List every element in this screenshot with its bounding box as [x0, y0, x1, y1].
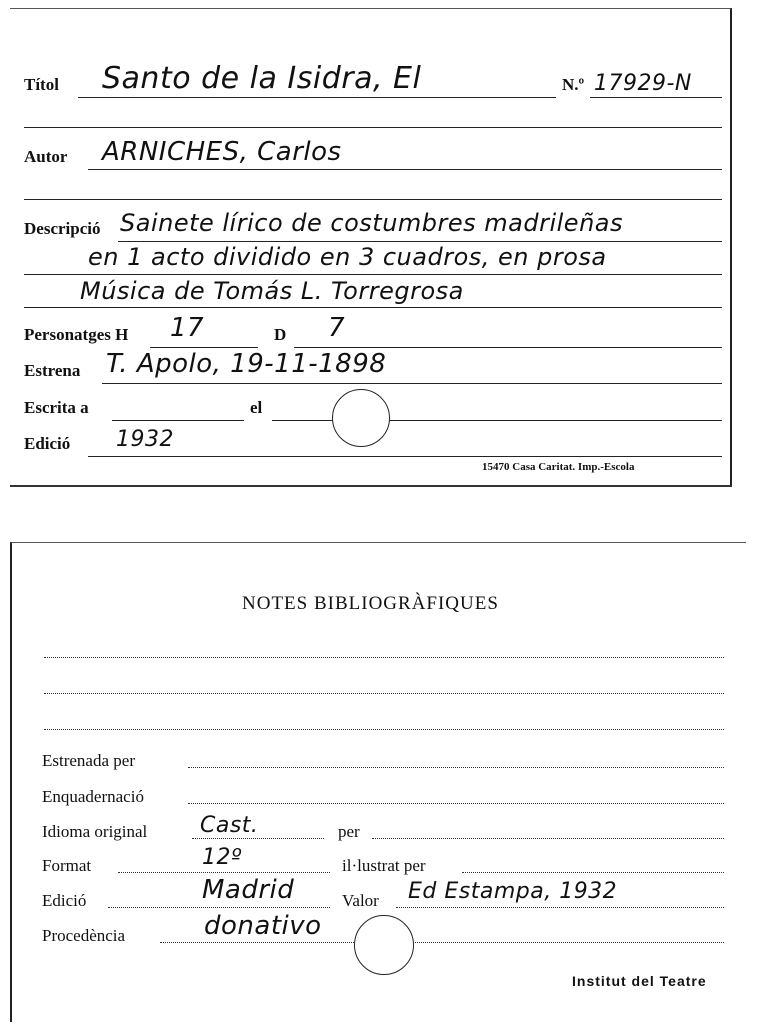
- notes-line-2: [44, 693, 724, 694]
- descripcio-line-1: [118, 241, 722, 242]
- procedencia-label: Procedència: [42, 926, 126, 945]
- notes-heading: NOTES BIBLIOGRÀFIQUES: [242, 593, 499, 614]
- edicio-back-value: Madrid: [202, 875, 295, 905]
- titol-value: Santo de la Isidra, El: [102, 61, 422, 96]
- personatges-h-value: 17: [170, 313, 205, 343]
- descripcio-line-3: [24, 307, 722, 308]
- idioma-label: Idioma original: [42, 822, 148, 841]
- titol-line: [78, 97, 556, 98]
- stamp-circle: [332, 389, 390, 447]
- printer-imprint: 15470 Casa Caritat. Imp.-Escola: [482, 461, 635, 473]
- escrita-line: [112, 420, 244, 421]
- personatges-h-line: [150, 347, 258, 348]
- valor-value: Ed Estampa, 1932: [408, 879, 618, 904]
- edicio-value: 1932: [116, 427, 174, 452]
- valor-label: Valor: [342, 891, 379, 910]
- procedencia-line: [160, 942, 724, 943]
- per-label: per: [338, 822, 360, 841]
- institut-footer: Institut del Teatre: [572, 973, 707, 989]
- num-value: 17929-N: [594, 71, 692, 96]
- edicio-label: Edició: [24, 434, 71, 453]
- valor-line: [396, 907, 724, 908]
- descripcio-label: Descripció: [24, 219, 101, 238]
- edicio-line: [88, 456, 722, 457]
- autor-line: [88, 169, 722, 170]
- estrena-line: [102, 383, 722, 384]
- procedencia-value: donativo: [204, 911, 322, 941]
- format-value: 12º: [202, 845, 242, 870]
- descripcio-line-2: [24, 274, 722, 275]
- edicio-back-line: [108, 907, 330, 908]
- num-label: N.º: [562, 75, 585, 94]
- edicio-back-label: Edició: [42, 891, 87, 910]
- descripcio-value-1: Sainete lírico de costumbres madrileñas: [120, 209, 623, 237]
- illustrat-label: il·lustrat per: [342, 856, 426, 875]
- enquadernacio-label: Enquadernació: [42, 787, 144, 806]
- idioma-value: Cast.: [200, 813, 259, 838]
- catalog-card-back: [10, 542, 746, 1022]
- personatges-d-label: D: [274, 325, 287, 344]
- stamp-circle-back: [354, 915, 414, 975]
- personatges-label: Personatges H: [24, 325, 129, 344]
- enquadernacio-line: [188, 803, 724, 804]
- autor-value: ARNICHES, Carlos: [102, 137, 342, 167]
- escrita-label: Escrita a: [24, 398, 89, 417]
- autor-extra-line: [24, 199, 722, 200]
- el-label: el: [250, 398, 263, 417]
- catalog-card-front: [10, 8, 732, 486]
- estrenada-label: Estrenada per: [42, 751, 135, 770]
- personatges-d-value: 7: [328, 313, 346, 343]
- format-line: [118, 872, 330, 873]
- titol-extra-line: [24, 127, 722, 128]
- autor-label: Autor: [24, 147, 68, 166]
- notes-line-3: [44, 729, 724, 730]
- card-bottom-edge: [10, 485, 732, 487]
- personatges-d-line: [294, 347, 722, 348]
- titol-label: Títol: [24, 75, 59, 94]
- notes-line-1: [44, 657, 724, 658]
- per-line: [372, 838, 724, 839]
- estrena-label: Estrena: [24, 361, 81, 380]
- descripcio-value-2: en 1 acto dividido en 3 cuadros, en prosa: [88, 243, 607, 271]
- estrenada-line: [188, 767, 724, 768]
- illustrat-line: [462, 872, 724, 873]
- idioma-line: [192, 838, 324, 839]
- num-line: [590, 97, 722, 98]
- descripcio-value-3: Música de Tomás L. Torregrosa: [80, 277, 464, 305]
- estrena-value: T. Apolo, 19-11-1898: [106, 349, 387, 379]
- format-label: Format: [42, 856, 92, 875]
